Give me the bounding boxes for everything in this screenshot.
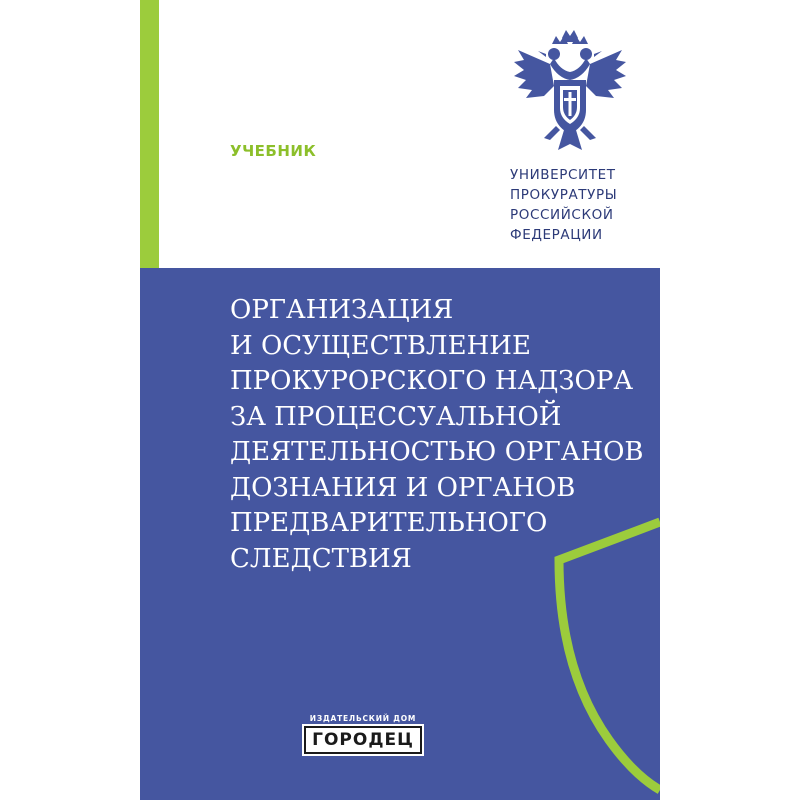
title-line: И ОСУЩЕСТВЛЕНИЕ (230, 330, 531, 361)
university-line: РОССИЙСКОЙ (510, 207, 614, 223)
book-title (230, 293, 650, 577)
title-line: ДОЗНАНИЯ И ОРГАНОВ (230, 472, 576, 503)
book-cover (140, 0, 660, 800)
university-line: УНИВЕРСИТЕТ (510, 167, 616, 183)
university-line: ПРОКУРАТУРЫ (510, 187, 618, 203)
title-line: ОРГАНИЗАЦИЯ (230, 295, 454, 325)
publisher-name: ГОРОДЕЦ (304, 726, 422, 754)
title-line: ПРОКУРОРСКОГО НАДЗОРА (230, 366, 634, 396)
publisher-logo (298, 714, 428, 754)
title-line: СЛЕДСТВИЯ (230, 543, 412, 574)
double-headed-eagle-emblem-icon (510, 30, 630, 158)
title-line: ЗА ПРОЦЕССУАЛЬНОЙ (230, 401, 562, 432)
university-name (510, 165, 660, 245)
title-line: ДЕЯТЕЛЬНОСТЬЮ ОРГАНОВ (230, 437, 644, 467)
title-line: ПРЕДВАРИТЕЛЬНОГО (230, 508, 548, 538)
university-line: ФЕДЕРАЦИИ (510, 227, 603, 243)
publisher-caption: ИЗДАТЕЛЬСКИЙ ДОМ (309, 714, 417, 723)
green-accent-strip (140, 0, 159, 268)
book-type-label: УЧЕБНИК (230, 142, 317, 160)
